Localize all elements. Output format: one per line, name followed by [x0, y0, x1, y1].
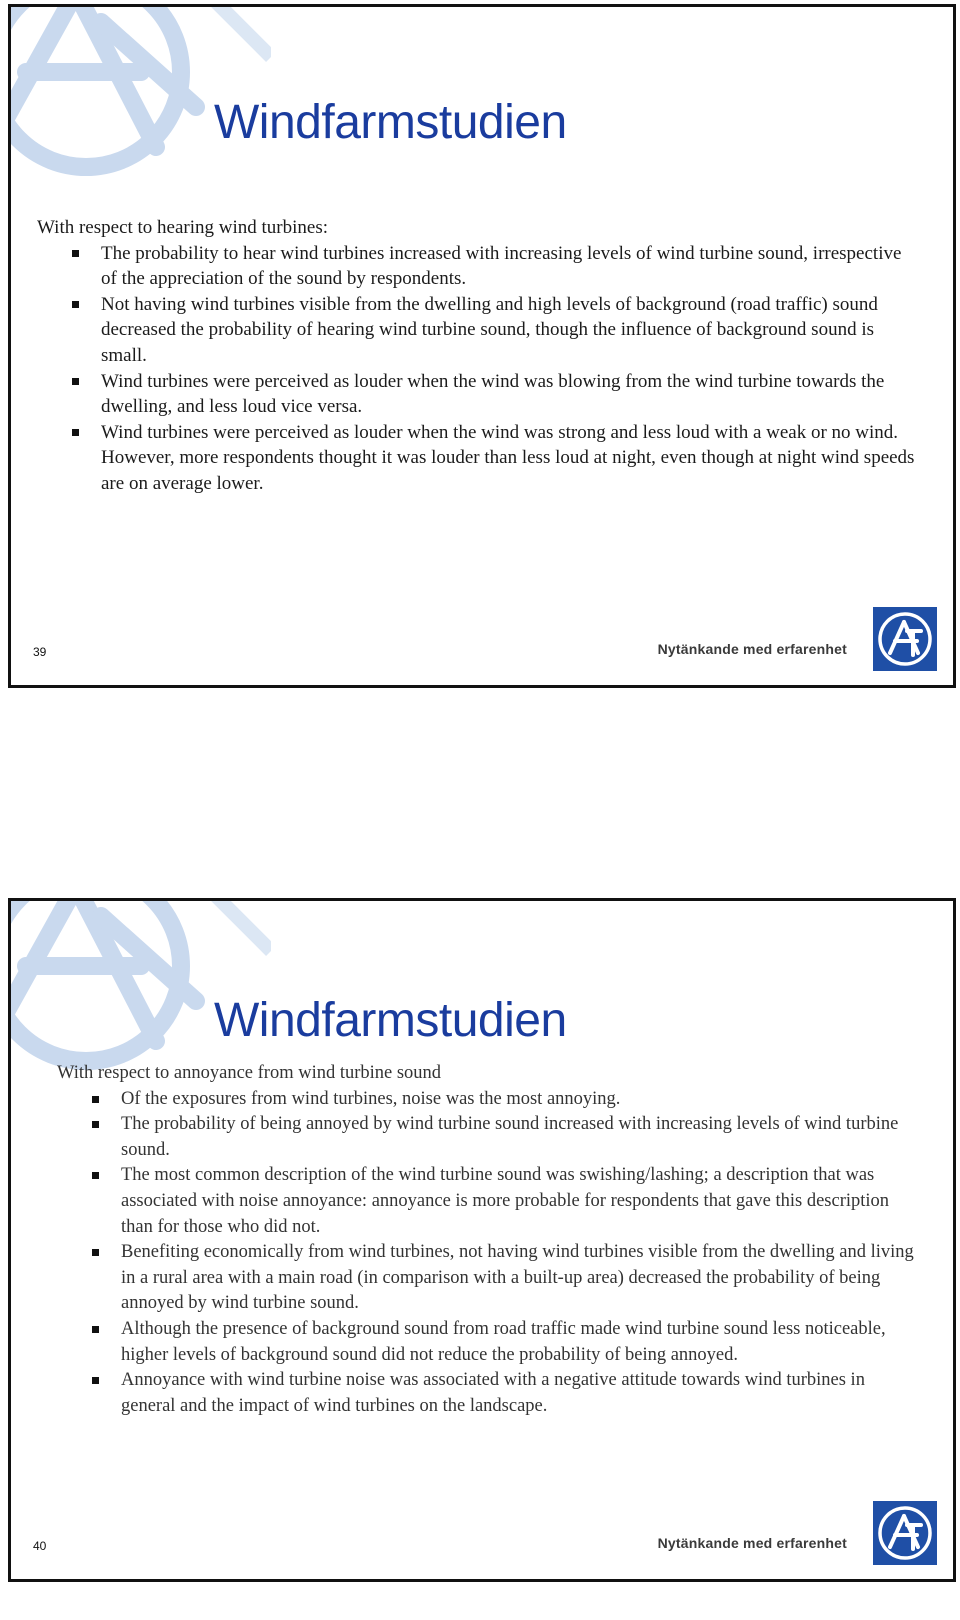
bullet-text: Wind turbines were perceived as louder when the wind was blowing from the wind turbine towards the dwelling, and less loud vice versa. — [101, 370, 885, 418]
square-bullet-icon — [72, 250, 79, 257]
list-item — [57, 1240, 917, 1317]
slide-title: Windfarmstudien — [214, 994, 567, 1047]
slide-40 — [8, 898, 956, 1582]
bullet-text: The probability of being annoyed by wind turbine sound increased with increasing levels of wind turbine sound. — [121, 1114, 899, 1160]
slide-body — [37, 215, 917, 497]
tagline: Nytänkande med erfarenhet — [657, 641, 847, 657]
bullet-text: The probability to hear wind turbines increased with increasing levels of wind turbine sound, irrespective of the appreciation of the sound by respondents. — [101, 242, 902, 290]
square-bullet-icon — [92, 1096, 99, 1103]
list-item — [37, 292, 917, 369]
square-bullet-icon — [92, 1377, 99, 1384]
intro-text: With respect to annoyance from wind turbine sound — [57, 1063, 442, 1083]
list-item — [57, 1112, 917, 1163]
list-item — [37, 420, 917, 497]
square-bullet-icon — [92, 1326, 99, 1333]
bullet-list — [57, 1087, 917, 1420]
square-bullet-icon — [92, 1172, 99, 1179]
list-item — [57, 1368, 917, 1419]
page-number: 39 — [33, 645, 47, 659]
list-item — [37, 369, 917, 420]
square-bullet-icon — [92, 1121, 99, 1128]
bullet-list — [37, 241, 917, 497]
square-bullet-icon — [92, 1249, 99, 1256]
list-item — [57, 1317, 917, 1368]
square-bullet-icon — [72, 378, 79, 385]
bullet-text: Of the exposures from wind turbines, noise was the most annoying. — [121, 1088, 621, 1109]
bullet-text: Not having wind turbines visible from the dwelling and high levels of background (road traffic) sound decreased the probability of hearing wind turbine sound, though the influence of background sound is small. — [101, 293, 878, 366]
bullet-text: Although the presence of background sound from road traffic made wind turbine sound less noticeable, higher levels of background sound did not reduce the probability of being annoyed. — [121, 1318, 886, 1365]
bullet-text: Wind turbines were perceived as louder when the wind was strong and less loud with a weak or no wind. However, more respondents thought it was louder than less loud at night, even though at night wind speeds are on average lower. — [101, 421, 915, 494]
bullet-text: Annoyance with wind turbine noise was associated with a negative attitude towards wind turbines in general and the impact of wind turbines on the landscape. — [121, 1370, 865, 1416]
tagline: Nytänkande med erfarenhet — [657, 1535, 847, 1551]
page-number: 40 — [33, 1539, 47, 1553]
bullet-text: The most common description of the wind turbine sound was swishing/lashing; a description that was associated with noise annoyance: annoyance is more probable for respondents that gave this description than for those who did not. — [121, 1165, 890, 1237]
slide-39 — [8, 4, 956, 688]
slide-title: Windfarmstudien — [214, 96, 567, 149]
list-item — [37, 241, 917, 292]
slide-body — [57, 1061, 917, 1419]
square-bullet-icon — [72, 429, 79, 436]
square-bullet-icon — [72, 301, 79, 308]
af-logo-icon — [873, 607, 937, 671]
list-item — [57, 1163, 917, 1240]
intro-text: With respect to hearing wind turbines: — [37, 217, 329, 238]
list-item — [57, 1087, 917, 1113]
bullet-text: Benefiting economically from wind turbines, not having wind turbines visible from the dwelling and living in a rural area with a main road (in comparison with a built-up area) decreased the probability of being annoyed by wind turbine sound. — [121, 1242, 914, 1314]
af-logo-icon — [873, 1501, 937, 1565]
